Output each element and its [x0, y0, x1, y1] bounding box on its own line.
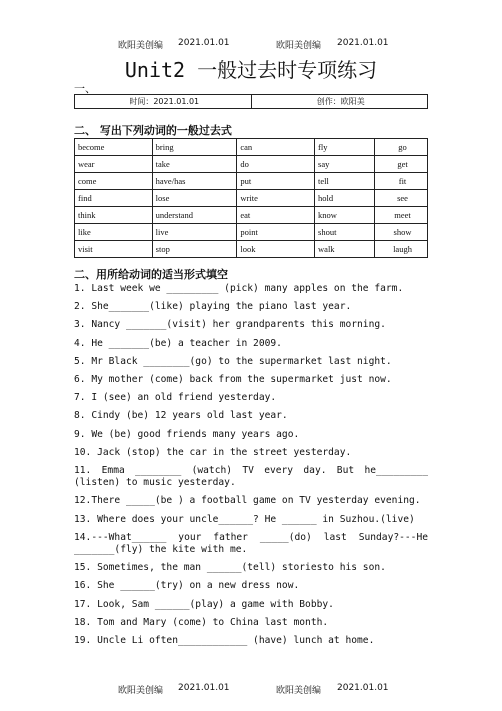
verb-cell: fit — [375, 173, 428, 190]
verb-cell: lose — [152, 190, 237, 207]
verb-cell: say — [315, 156, 375, 173]
section-two-heading: 二、 写出下列动词的一般过去式 — [74, 124, 232, 137]
exercise-item: 6. My mother (come) back from the supermarket just now. — [74, 374, 392, 386]
document-title: Unit2 一般过去时专项练习 — [124, 58, 378, 82]
verb-cell: see — [375, 190, 428, 207]
verb-cell: write — [237, 190, 315, 207]
exercise-item: 4. He _______(be) a teacher in 2009. — [74, 337, 282, 349]
exercise-item: 7. I (see) an old friend yesterday. — [74, 392, 277, 404]
exercise-item: 8. Cindy (be) 12 years old last year. — [74, 410, 288, 422]
exercise-item: 2. She_______(like) playing the piano last year. — [74, 301, 352, 313]
verb-cell: bring — [152, 139, 237, 156]
verb-row — [75, 241, 428, 258]
verb-cell: go — [375, 139, 428, 156]
verb-table — [74, 138, 428, 258]
verb-cell: find — [75, 190, 153, 207]
verb-cell: have/has — [152, 173, 237, 190]
meta-table — [74, 94, 428, 109]
exercise-item: 5. Mr Black ________(go) to the supermarket last night. — [74, 355, 392, 367]
exercise-item: 19. Uncle Li often____________ (have) lunch at home. — [74, 635, 375, 647]
verb-cell: do — [237, 156, 315, 173]
exercise-item: 1. Last week we _________ (pick) many apples on the farm. — [74, 283, 404, 294]
header-date-left: 2021.01.01 — [178, 38, 230, 48]
exercise-item: 12.There _____(be ) a football game on TV yesterday evening. — [74, 495, 421, 507]
verb-row — [75, 207, 428, 224]
footer-date-right: 2021.01.01 — [337, 683, 389, 693]
exercise-item: 18. Tom and Mary (come) to China last month. — [74, 616, 329, 628]
verb-cell: wear — [75, 156, 153, 173]
verb-cell: think — [75, 207, 153, 224]
verb-cell: understand — [152, 207, 237, 224]
verb-row — [75, 173, 428, 190]
exercise-list — [74, 283, 428, 653]
header-author-left: 欧阳美创编 — [118, 41, 164, 51]
verb-cell: point — [237, 224, 315, 241]
verb-cell: laugh — [375, 241, 428, 258]
verb-cell: hold — [315, 190, 375, 207]
verb-row — [75, 190, 428, 207]
header-author-right: 欧阳美创编 — [276, 41, 322, 51]
verb-cell: know — [315, 207, 375, 224]
exercise-item: 13. Where does your uncle______? He ______ in Suzhou.(live) — [74, 513, 415, 525]
footer-author-left: 欧阳美创编 — [118, 686, 164, 696]
section-one-label: 一、 — [74, 82, 96, 95]
verb-cell: look — [237, 241, 315, 258]
verb-row — [75, 224, 428, 241]
exercise-item: 17. Look, Sam ______(play) a game with Bobby. — [74, 598, 334, 610]
meta-time: 时间：2021.01.01 — [75, 95, 252, 109]
exercise-item: 14.---What______ your father _____(do) last Sunday?---He _______(fly) the kite with me. — [74, 531, 428, 556]
exercise-item: 15. Sometimes, the man ______(tell) storiesto his son. — [74, 562, 386, 574]
exercise-item: 3. Nancy _______(visit) her grandparents this morning. — [74, 319, 386, 331]
verb-cell: stop — [152, 241, 237, 258]
verb-cell: walk — [315, 241, 375, 258]
exercise-item: 11. Emma ________ (watch) TV every day. But he_________ (listen) to music yesterday. — [74, 465, 428, 489]
verb-cell: visit — [75, 241, 153, 258]
verb-cell: come — [75, 173, 153, 190]
verb-cell: live — [152, 224, 237, 241]
verb-cell: eat — [237, 207, 315, 224]
header-date-right: 2021.01.01 — [337, 38, 389, 48]
footer-date-left: 2021.01.01 — [178, 683, 230, 693]
verb-cell: like — [75, 224, 153, 241]
exercise-item: 16. She ______(try) on a new dress now. — [74, 580, 300, 592]
footer-author-right: 欧阳美创编 — [276, 686, 322, 696]
verb-cell: shout — [315, 224, 375, 241]
verb-cell: get — [375, 156, 428, 173]
section-three-heading: 二、用所给动词的适当形式填空 — [74, 268, 228, 281]
verb-cell: can — [237, 139, 315, 156]
meta-author: 创作：欧阳美 — [251, 95, 428, 109]
verb-cell: become — [75, 139, 153, 156]
exercise-item: 9. We (be) good friends many years ago. — [74, 428, 300, 440]
verb-row — [75, 156, 428, 173]
exercise-item: 10. Jack (stop) the car in the street yesterday. — [74, 446, 352, 458]
verb-cell: show — [375, 224, 428, 241]
verb-cell: take — [152, 156, 237, 173]
verb-cell: put — [237, 173, 315, 190]
verb-cell: meet — [375, 207, 428, 224]
verb-cell: tell — [315, 173, 375, 190]
verb-row — [75, 139, 428, 156]
verb-cell: fly — [315, 139, 375, 156]
